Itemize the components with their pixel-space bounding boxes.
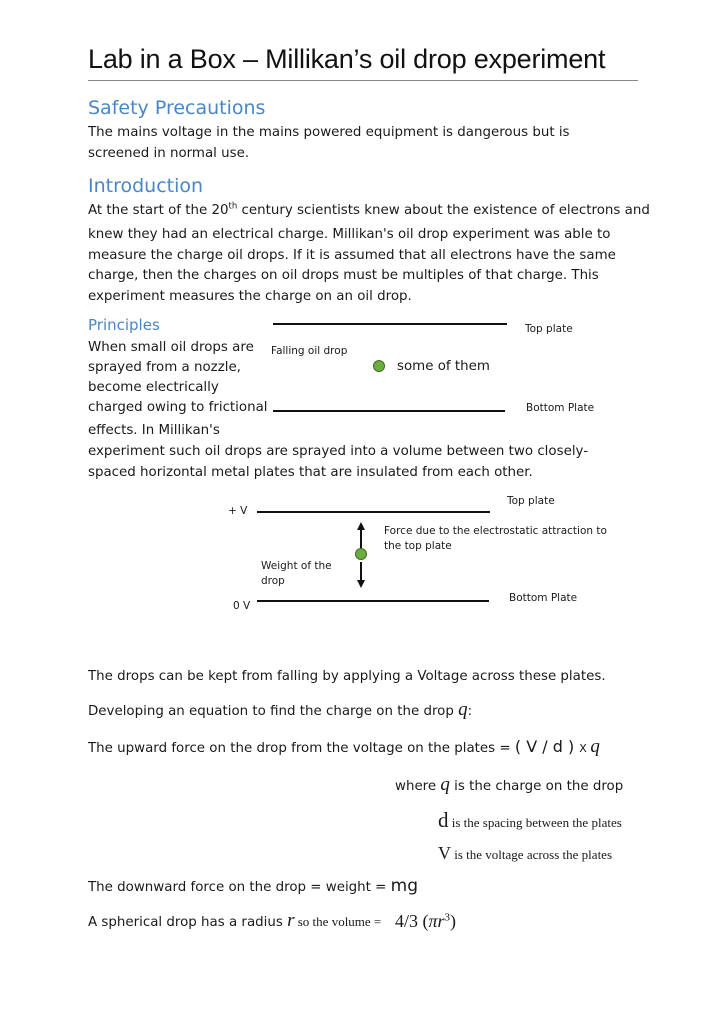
spherical-text: A spherical drop has a radius <box>88 915 288 930</box>
introduction-heading: Introduction <box>88 175 204 197</box>
diagram1-falling-label: Falling oil drop <box>271 345 348 357</box>
volume-expression <box>395 911 456 932</box>
down-arrow-head <box>357 580 365 588</box>
so-volume-text: so the volume = <box>294 914 382 929</box>
developing-text: Developing an equation to find the charge on the drop <box>88 704 459 719</box>
upward-q-symbol: q <box>590 736 600 757</box>
volume-close: ) <box>450 911 457 931</box>
intro-first-line-start: At the start of the 20 <box>88 203 229 218</box>
diagram1-bottom-plate-label: Bottom Plate <box>526 402 595 414</box>
diagram1-bottom-plate <box>273 410 505 412</box>
upward-force-line <box>88 737 600 760</box>
intro-paragraph: knew they had an electrical charge. Millikan's oil drop experiment was able to measure the charge oil drops. If it is assumed that all electrons have the same charge, then the charges on oil drops must be multiples of that charge. This experiment measures the charge on an oil drop. <box>88 227 616 304</box>
upward-expression: ( V / d ) <box>514 737 580 756</box>
drops-kept-text: The drops can be kept from falling by applying a Voltage across these plates. <box>88 669 606 684</box>
downward-text: The downward force on the drop = weight = <box>88 880 391 895</box>
v-definition-line <box>438 843 612 864</box>
principles-line-5: effects. In Millikan's <box>88 423 220 438</box>
where-q-description: is the charge on the drop <box>449 779 624 794</box>
downward-force-line <box>88 876 418 899</box>
volume-prefix: 4/3 ( <box>395 911 429 931</box>
r-symbol: r <box>287 910 295 931</box>
developing-q-symbol: q <box>458 699 468 720</box>
where-q-line <box>395 775 623 798</box>
upward-times: X <box>579 742 591 755</box>
d-definition-line <box>438 808 622 833</box>
diagram2-plus-v-label: + V <box>228 505 248 517</box>
v-symbol: V <box>438 843 451 863</box>
principles-heading: Principles <box>88 316 160 334</box>
oil-drop <box>373 360 385 372</box>
diagram1-some-label: some of them <box>397 359 490 374</box>
principles-line-3: become electrically <box>88 380 219 395</box>
mg-symbol: mg <box>390 876 418 896</box>
cube-exponent: 3 <box>444 911 451 924</box>
diagram2-bottom-plate <box>257 600 489 602</box>
page-title: Lab in a Box – Millikan’s oil drop experiment <box>88 44 606 74</box>
diagram2-oil-drop <box>355 548 367 560</box>
principles-continuation: experiment such oil drops are sprayed into a volume between two closely-spaced horizontal metal plates that are insulated from each other. <box>88 444 589 480</box>
intro-superscript: th <box>228 201 238 212</box>
v-description: is the voltage across the plates <box>451 847 613 862</box>
developing-line <box>88 700 472 723</box>
diagram2-top-plate <box>257 511 490 513</box>
intro-first-line <box>88 201 650 222</box>
d-symbol: d <box>438 808 449 832</box>
where-q-symbol: q <box>440 774 450 795</box>
diagram2-zero-v-label: 0 V <box>233 600 251 612</box>
d-description: is the spacing between the plates <box>448 815 622 830</box>
upward-text: The upward force on the drop from the voltage on the plates = <box>88 741 515 756</box>
principles-line-4: charged owing to frictional <box>88 400 268 415</box>
intro-first-line-end: century scientists knew about the existence of electrons and <box>237 203 650 218</box>
where-text: where <box>395 779 441 794</box>
principles-line-1: When small oil drops are <box>88 340 254 355</box>
diagram1-top-plate <box>273 323 507 325</box>
diagram2-force-label: Force due to the electrostatic attraction to the top plate <box>384 525 607 552</box>
diagram1-top-plate-label: Top plate <box>525 323 573 335</box>
diagram2-bottom-plate-label: Bottom Plate <box>509 592 578 604</box>
up-arrow-head <box>357 522 365 530</box>
developing-colon: : <box>467 704 473 719</box>
diagram2-top-plate-label: Top plate <box>507 495 555 507</box>
spherical-line <box>88 911 381 934</box>
principles-line-2: sprayed from a nozzle, <box>88 360 241 375</box>
diagram2-weight-label: Weight of the drop <box>261 560 332 587</box>
safety-text: The mains voltage in the mains powered equipment is dangerous but is screened in normal use. <box>88 125 570 161</box>
title-divider <box>88 80 638 81</box>
pi-r-symbol: πr <box>428 911 445 931</box>
safety-heading: Safety Precautions <box>88 97 266 119</box>
